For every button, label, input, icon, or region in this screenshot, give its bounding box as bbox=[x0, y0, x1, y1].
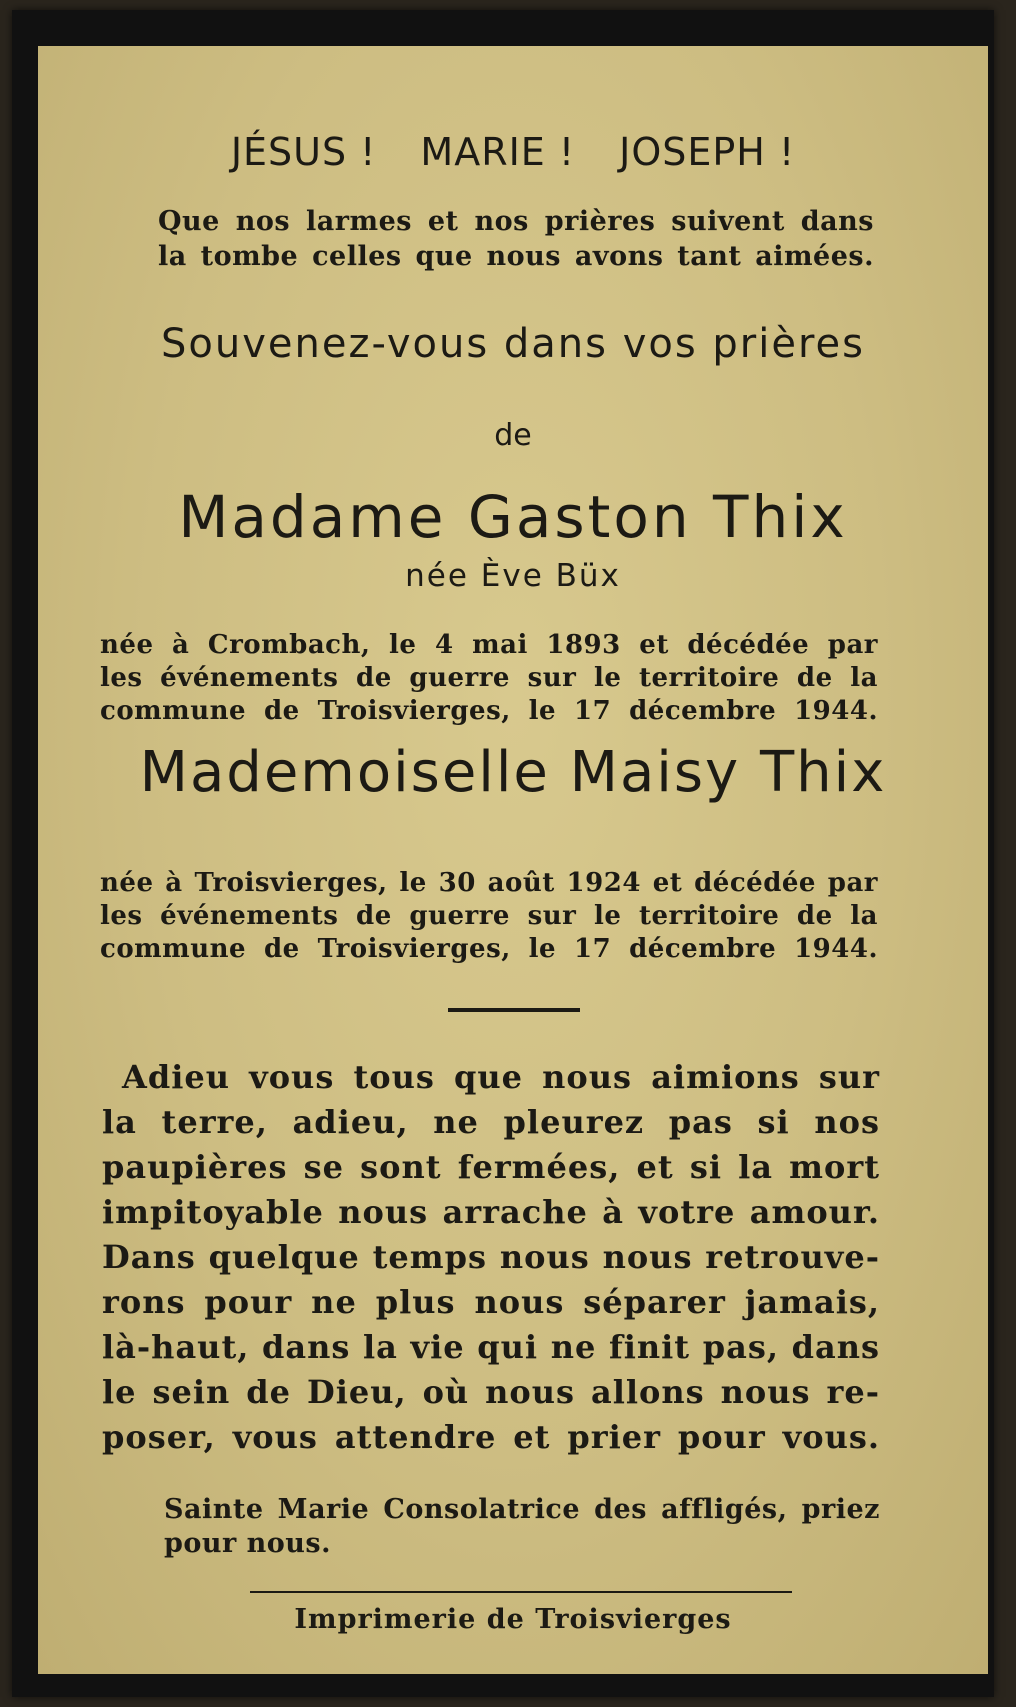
heading: Souvenez-vous dans vos prières bbox=[161, 321, 865, 367]
deceased-1-bio-line: née à Crombach, le 4 mai 1893 et décédée par bbox=[100, 630, 878, 660]
farewell-line: Adieu vous tous que nous aimions sur bbox=[122, 1058, 880, 1096]
farewell-line: Dans quelque temps nous nous retrouve- bbox=[102, 1238, 880, 1276]
farewell-line: impitoyable nous arrache à votre amour. bbox=[102, 1193, 880, 1231]
separator-rule bbox=[448, 1008, 580, 1012]
farewell-line: poser, vous attendre et prier pour vous. bbox=[102, 1418, 880, 1456]
memorial-card-border bbox=[12, 10, 994, 1697]
prayer-line: pour nous. bbox=[164, 1528, 332, 1559]
printer-credit: Imprimerie de Troisvierges bbox=[294, 1604, 732, 1635]
prayer-line: Sainte Marie Consolatrice des affligés, priez bbox=[164, 1494, 880, 1525]
invocation-joseph: JOSEPH ! bbox=[619, 130, 796, 174]
farewell-line: la terre, adieu, ne pleurez pas si nos bbox=[102, 1103, 880, 1141]
deceased-2-bio-line: les événements de guerre sur le territoire de la bbox=[100, 901, 878, 931]
farewell-line: le sein de Dieu, où nous allons nous re- bbox=[102, 1373, 880, 1411]
invocation-jesus: JÉSUS ! bbox=[230, 130, 377, 174]
epigraph-line: la tombe celles que nous avons tant aimées. bbox=[158, 241, 874, 272]
deceased-2-bio-line: commune de Troisvierges, le 17 décembre 1944. bbox=[100, 934, 878, 964]
deceased-1-name: Madame Gaston Thix bbox=[178, 483, 848, 551]
invocation-marie: MARIE ! bbox=[420, 130, 576, 174]
epigraph-line: Que nos larmes et nos prières suivent dans bbox=[158, 206, 874, 237]
deceased-1-maiden-name: née Ève Büx bbox=[405, 558, 621, 594]
deceased-2-name: Mademoiselle Maisy Thix bbox=[139, 740, 887, 805]
preposition: de bbox=[494, 418, 532, 453]
deceased-2-bio-line: née à Troisvierges, le 30 août 1924 et décédée par bbox=[100, 868, 878, 898]
memorial-card bbox=[38, 46, 988, 1674]
farewell-line: paupières se sont fermées, et si la mort bbox=[102, 1148, 880, 1186]
footer-rule bbox=[250, 1591, 792, 1593]
deceased-1-bio-line: les événements de guerre sur le territoire de la bbox=[100, 663, 878, 693]
invocation bbox=[38, 130, 988, 174]
farewell-line: là-haut, dans la vie qui ne finit pas, dans bbox=[102, 1328, 880, 1366]
farewell-line: rons pour ne plus nous séparer jamais, bbox=[102, 1283, 880, 1321]
deceased-1-bio-line: commune de Troisvierges, le 17 décembre 1944. bbox=[100, 696, 878, 726]
